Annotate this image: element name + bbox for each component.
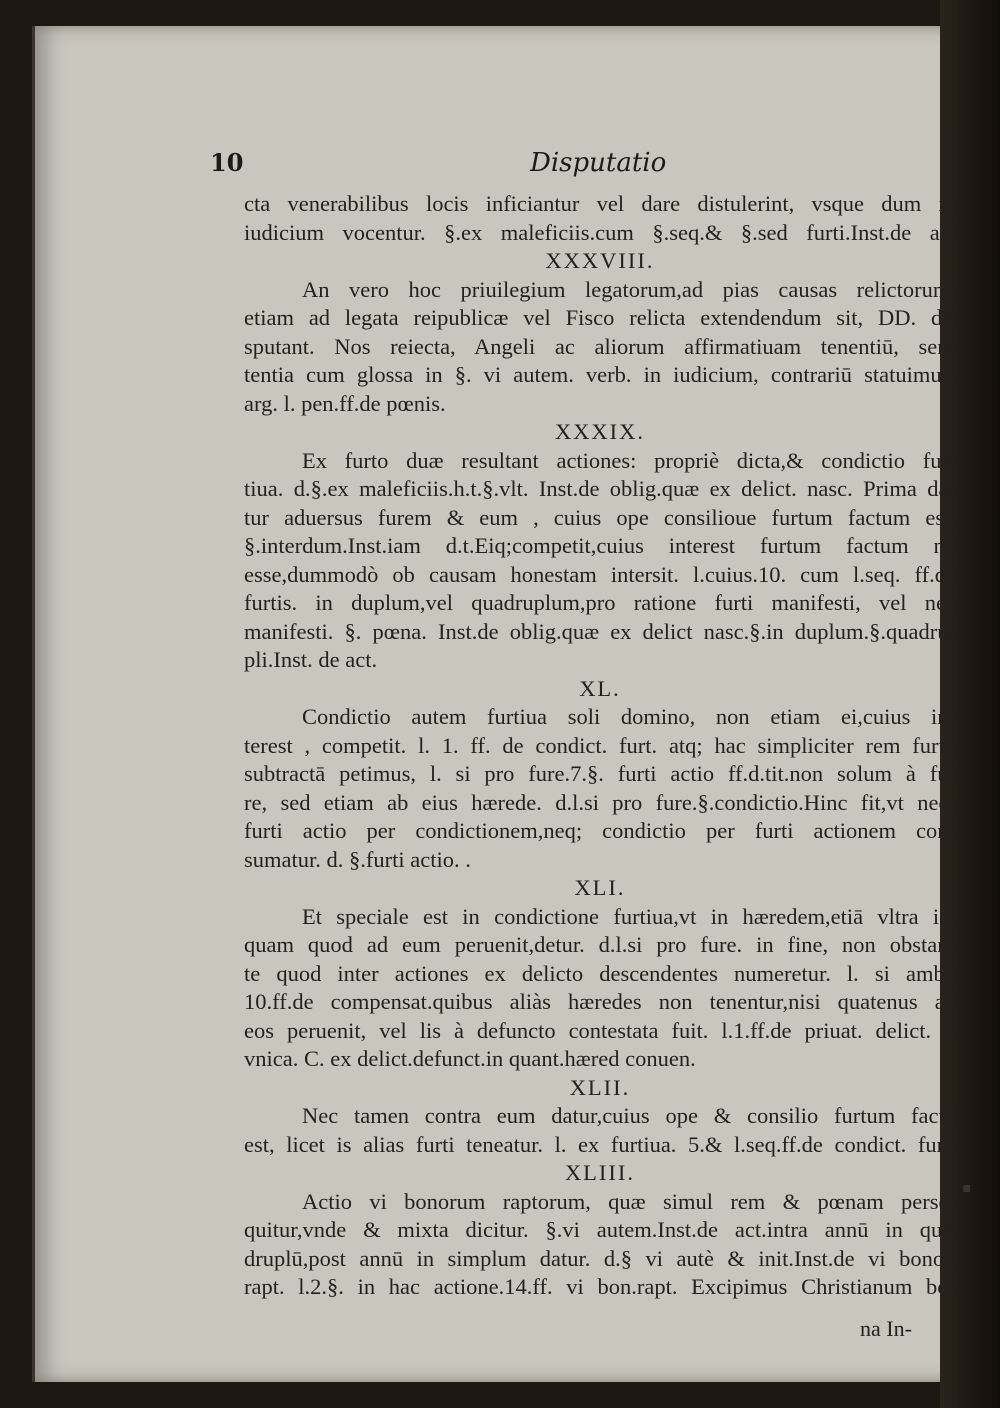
text-line: rapt. l.2.§. in hac actione.14.ff. vi bon.rapt. Excipimus Christianum bo- xyxy=(244,1274,956,1299)
text-line: terest , competit. l. 1. ff. de condict. furt. atq; hac simpliciter rem furto xyxy=(244,732,956,758)
text-line: 10.ff.de compensat.quibus aliàs hæredes non tenentur,nisi quatenus ad xyxy=(244,989,956,1014)
text-line: est, licet is alias furti teneatur. l. ex furtiua. 5.& l.seq.ff.de condict. furt. xyxy=(244,1131,956,1157)
text-line: Actio vi bonorum raptorum, quæ simul rem & pœnam perse- xyxy=(302,1188,956,1214)
text-line: druplū,post annū in simplum datur. d.§ vi autè & init.Inst.de vi bonor. xyxy=(244,1245,956,1271)
body-text xyxy=(244,190,956,1302)
text-line: tiua. d.§.ex maleficiis.h.t.§.vlt. Inst.de oblig.quæ ex delict. nasc. Prima da- xyxy=(244,476,956,501)
text-line: §.interdum.Inst.iam d.t.Eiq;competit,cuius interest furtum factum nō xyxy=(244,533,956,558)
text-line: cta venerabilibus locis inficiantur vel dare distulerint, vsque dum in xyxy=(244,191,956,216)
text-line: Nec tamen contra eum datur,cuius ope & consilio furtum factū xyxy=(302,1103,956,1128)
text-line: vnica. C. ex delict.defunct.in quant.hæred conuen. xyxy=(244,1046,696,1071)
section-number: XLII. xyxy=(569,1074,631,1100)
section-number: XLIII. xyxy=(564,1160,636,1185)
text-line: tur aduersus furem & eum , cuius ope consilioue furtum factum est. xyxy=(244,504,956,530)
running-title: Disputatio xyxy=(530,148,667,178)
section-number: XXXVIII. xyxy=(545,248,655,273)
text-line: esse,dummodò ob causam honestam intersit. l.cuius.10. cum l.seq. ff.de xyxy=(244,561,956,587)
text-line: quam quod ad eum peruenit,detur. d.l.si pro fure. in fine, non obstan- xyxy=(244,932,956,957)
text-line: re, sed etiam ab eius hærede. d.l.si pro fure.§.condictio.Hinc fit,vt neq; xyxy=(244,789,956,815)
text-line: arg. l. pen.ff.de pœnis. xyxy=(244,390,446,416)
page-number: 10 xyxy=(210,148,244,177)
text-line: te quod inter actiones ex delicto descendentes numeretur. l. si ambo xyxy=(244,960,956,986)
text-line: An vero hoc priuilegium legatorum,ad pias causas relictorum, xyxy=(302,276,956,302)
text-line: sumatur. d. §.furti actio. . xyxy=(244,846,471,872)
section-number: XL. xyxy=(579,675,621,701)
section-number: XXXIX. xyxy=(554,419,646,444)
catchword: na In- xyxy=(860,1316,912,1341)
text-line: quitur,vnde & mixta dicitur. §.vi autem.Inst.de act.intra annū in qui- xyxy=(244,1217,956,1242)
text-line: pli.Inst. de act. xyxy=(244,647,378,672)
text-line: manifesti. §. pœna. Inst.de oblig.quæ ex delict nasc.§.in duplum.§.quadru- xyxy=(244,618,956,644)
text-line: etiam ad legata reipublicæ vel Fisco relicta extendendum sit, DD. di- xyxy=(244,305,956,330)
text-line: furtis. in duplum,vel quadruplum,pro ratione furti manifesti, vel nec xyxy=(244,590,956,615)
text-line: furti actio per condictionem,neq; condictio per furti actionem con- xyxy=(244,818,956,843)
page-edge-mark: ▪ xyxy=(962,1180,972,1196)
text-line: Ex furto duæ resultant actiones: propriè dicta,& condictio fur- xyxy=(302,447,956,473)
text-line: Et speciale est in condictione furtiua,vt in hæredem,etiā vltra id, xyxy=(302,903,956,929)
text-line: subtractā petimus, l. si pro fure.7.§. furti actio ff.d.tit.non solum à fu- xyxy=(244,761,956,786)
text-line: eos peruenit, vel lis à defuncto contestata fuit. l.1.ff.de priuat. delict. l. xyxy=(244,1017,956,1043)
text-line: Condictio autem furtiua soli domino, non etiam ei,cuius in- xyxy=(302,704,956,729)
text-line: tentia cum glossa in §. vi autem. verb. in iudicium, contrariū statuimus. xyxy=(244,362,956,387)
page-header xyxy=(210,148,680,184)
text-line: sputant. Nos reiecta, Angeli ac aliorum affirmatiuam tenentiū, sen- xyxy=(244,333,956,359)
section-number: XLI. xyxy=(574,875,626,900)
text-line: iudicium vocentur. §.ex maleficiis.cum §.seq.& §.sed furti.Inst.de act xyxy=(244,219,956,245)
